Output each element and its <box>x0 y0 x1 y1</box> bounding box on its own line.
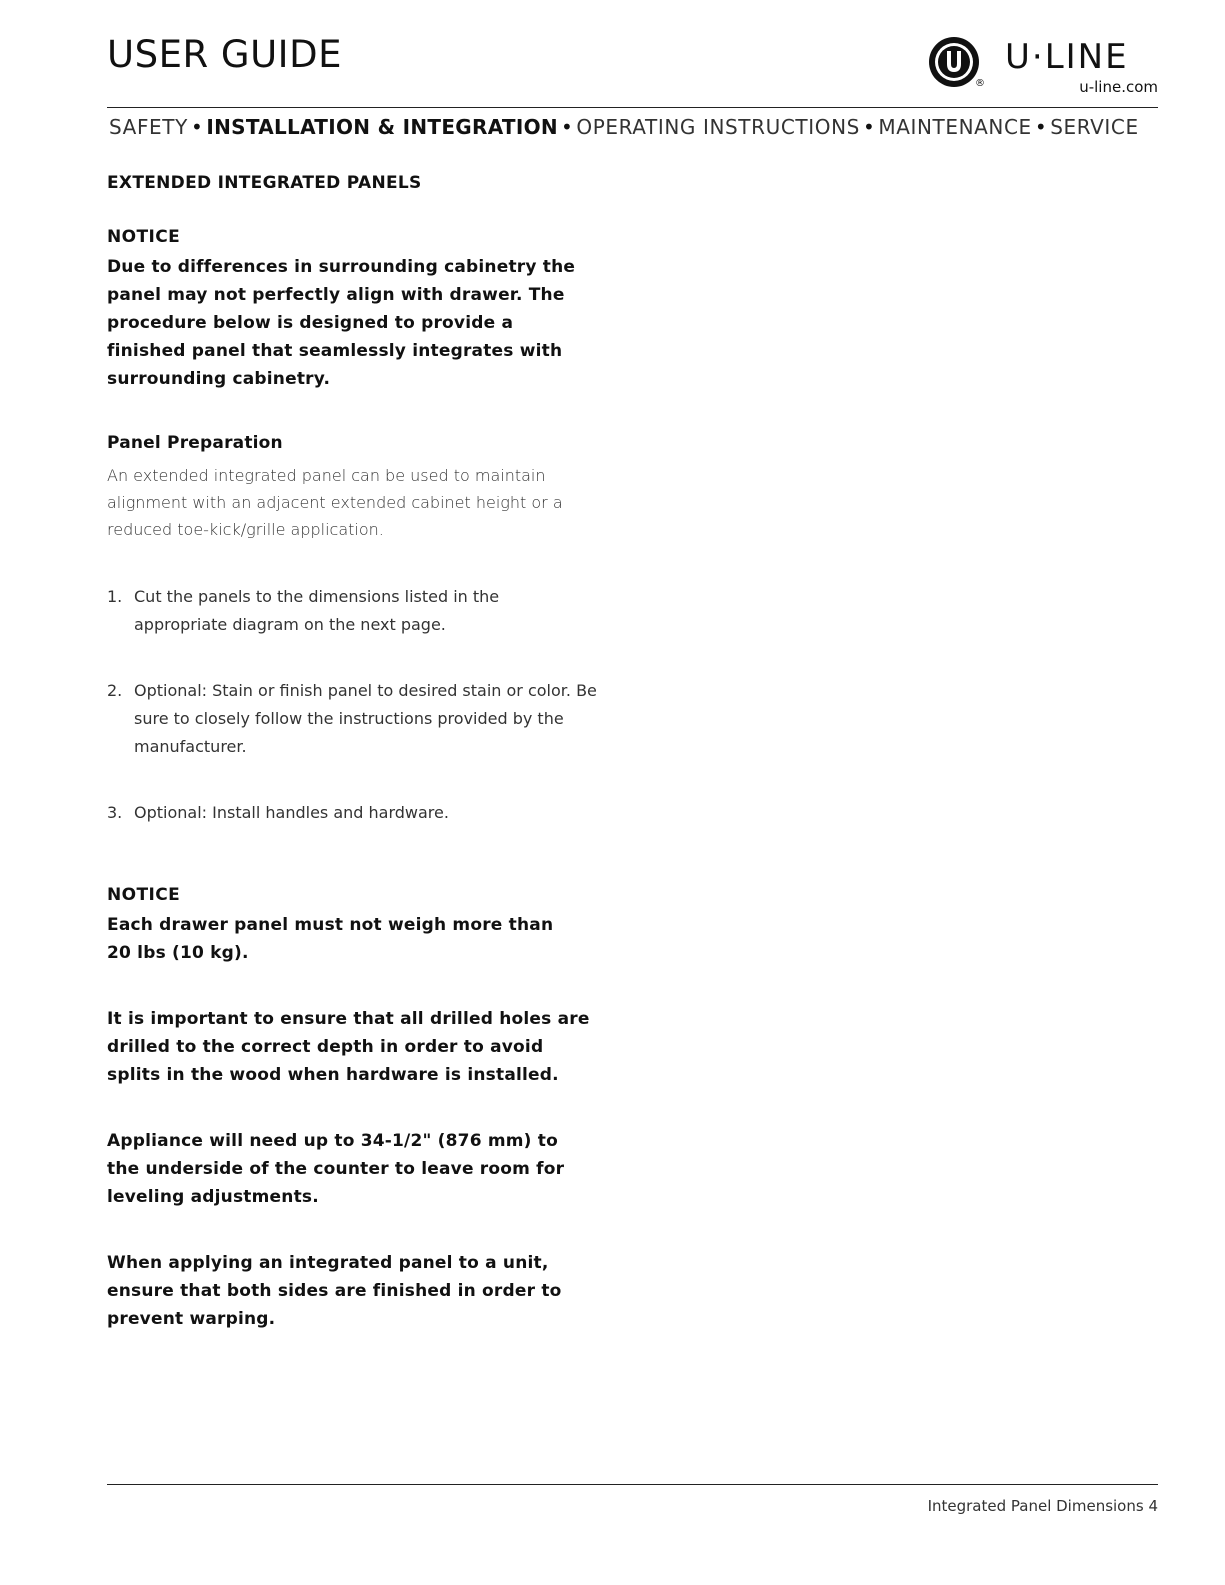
step-number: 2. <box>107 681 123 700</box>
panel-preparation <box>107 433 607 543</box>
nav-item-maintenance[interactable]: MAINTENANCE <box>878 115 1032 139</box>
nav-item-safety[interactable]: SAFETY <box>109 115 188 139</box>
section-nav <box>109 115 1159 139</box>
header-divider <box>107 107 1158 108</box>
step-number: 3. <box>107 803 123 822</box>
step-text: Optional: Stain or finish panel to desired stain or color. Be sure to closely follow the instructions provided by the manufacturer. <box>134 681 597 756</box>
panel-preparation-heading: Panel Preparation <box>107 433 283 453</box>
registered-mark: ® <box>975 78 985 89</box>
nav-item-installation-integration[interactable]: INSTALLATION & INTEGRATION <box>206 115 558 139</box>
notice-paragraph: When applying an integrated panel to a unit, ensure that both sides are finished in order to prevent warping. <box>107 1253 562 1329</box>
notice-paragraph: Each drawer panel must not weigh more than 20 lbs (10 kg). <box>107 915 554 963</box>
u-line-logo-icon <box>928 36 980 88</box>
steps-list <box>107 583 607 827</box>
step-text: Optional: Install handles and hardware. <box>134 803 449 822</box>
notice-block <box>107 227 607 393</box>
panel-preparation-text: An extended integrated panel can be used to maintain alignment with an adjacent extended cabinet height or a reduced toe-kick/grille application. <box>107 466 563 539</box>
nav-separator: • <box>560 115 574 139</box>
logo-url: u-line.com <box>1079 78 1158 96</box>
footer-divider <box>107 1484 1158 1485</box>
nav-item-service[interactable]: SERVICE <box>1050 115 1139 139</box>
footer-page-label: Integrated Panel Dimensions 4 <box>927 1497 1158 1515</box>
page-title: USER GUIDE <box>107 33 342 76</box>
notice-block <box>107 885 607 1333</box>
notice-paragraph: Appliance will need up to 34-1/2" (876 mm) to the underside of the counter to leave room for leveling adjustments. <box>107 1131 565 1207</box>
nav-item-operating-instructions[interactable]: OPERATING INSTRUCTIONS <box>576 115 860 139</box>
notice-heading: NOTICE <box>107 885 181 905</box>
main-content <box>107 172 607 1333</box>
logo-wordmark: U·LINE <box>1005 37 1129 77</box>
nav-separator: • <box>1034 115 1048 139</box>
notice-text: Due to differences in surrounding cabinetry the panel may not perfectly align with drawer. The procedure below is designed to provide a finished panel that seamlessly integrates with surrounding cabinetry. <box>107 257 576 389</box>
nav-separator: • <box>862 115 876 139</box>
notice-heading: NOTICE <box>107 227 181 247</box>
step-item <box>107 583 564 639</box>
section-title: EXTENDED INTEGRATED PANELS <box>107 173 422 193</box>
nav-separator: • <box>190 115 204 139</box>
step-number: 1. <box>107 587 123 606</box>
step-item <box>107 799 624 827</box>
step-text: Cut the panels to the dimensions listed in the appropriate diagram on the next page. <box>134 587 500 634</box>
u-line-logo <box>928 36 1160 98</box>
step-item <box>107 677 624 761</box>
notice-paragraph: It is important to ensure that all drilled holes are drilled to the correct depth in order to avoid splits in the wood when hardware is installed. <box>107 1009 590 1085</box>
